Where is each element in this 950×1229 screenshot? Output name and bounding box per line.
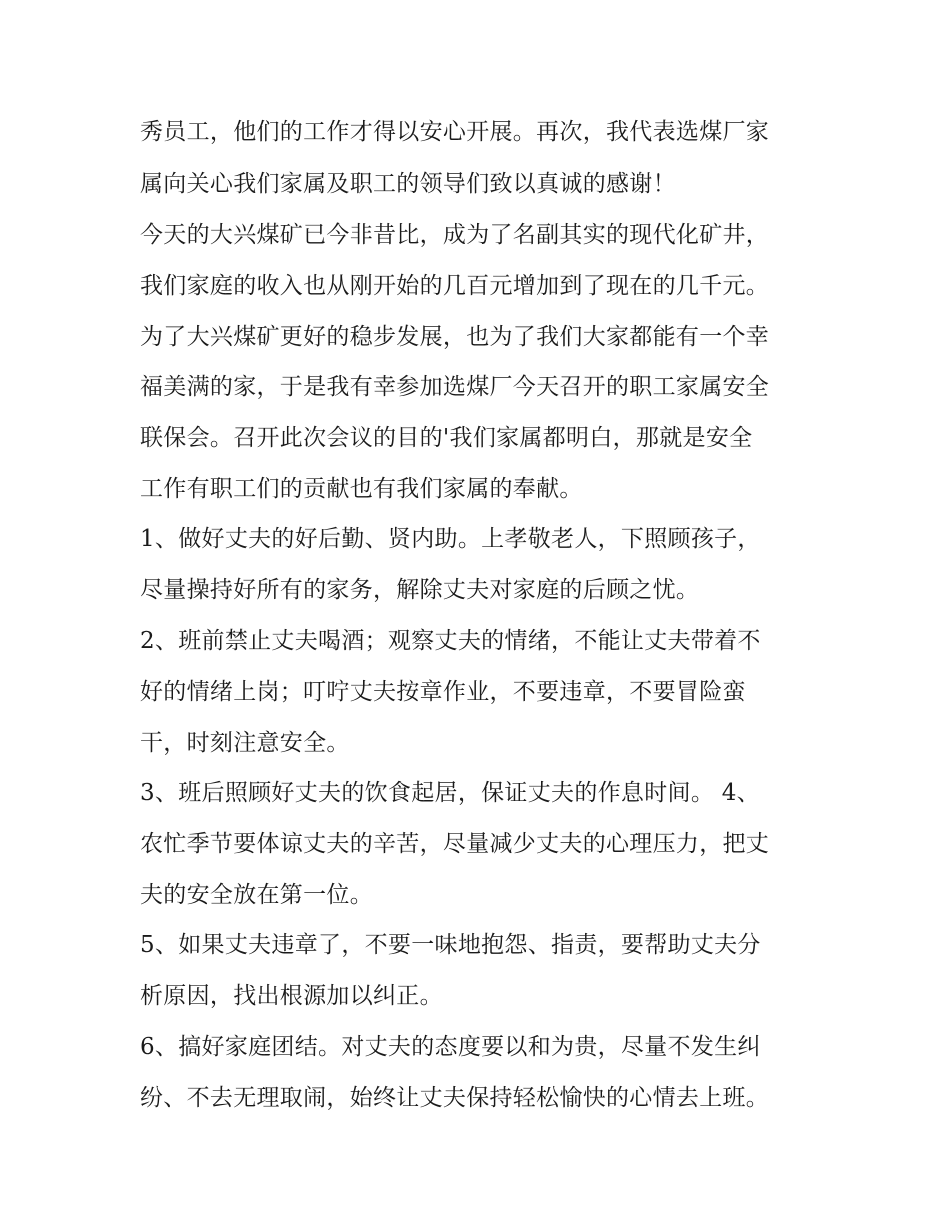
text-line: 我们家庭的收入也从刚开始的几百元增加到了现在的几千元。 — [140, 273, 770, 299]
text-line: 3、班后照顾好丈夫的饮食起居，保证丈夫的作息时间。 4、 — [140, 780, 760, 806]
text-line: 干，时刻注意安全。 — [140, 730, 350, 756]
text-line: 福美满的家，于是我有幸参加选煤厂今天召开的职工家属安全 — [140, 374, 770, 400]
text-line: 尽量操持好所有的家务，解除丈夫对家庭的后顾之忧。 — [140, 577, 700, 603]
text-line: 1、做好丈夫的好后勤、贤内助。上孝敬老人，下照顾孩子， — [140, 526, 761, 552]
text-line: 为了大兴煤矿更好的稳步发展，也为了我们大家都能有一个幸 — [140, 324, 770, 350]
text-line: 析原因，找出根源加以纠正。 — [140, 983, 443, 1009]
text-line: 6、搞好家庭团结。对丈夫的态度要以和为贵，尽量不发生纠 — [140, 1034, 761, 1060]
text-line: 好的情绪上岗；叮咛丈夫按章作业，不要违章，不要冒险蛮 — [140, 679, 746, 705]
text-line: 秀员工，他们的工作才得以安心开展。再次，我代表选煤厂家 — [140, 119, 770, 145]
text-line: 属向关心我们家属及职工的领导们致以真诚的感谢！ — [140, 171, 676, 197]
text-line: 2、班前禁止丈夫喝酒；观察丈夫的情绪，不能让丈夫带着不 — [140, 628, 761, 654]
text-line: 农忙季节要体谅丈夫的辛苦，尽量减少丈夫的心理压力，把丈 — [140, 831, 770, 857]
text-line: 纷、不去无理取闹，始终让丈夫保持轻松愉快的心情去上班。 — [140, 1085, 770, 1111]
text-line: 5、如果丈夫违章了，不要一味地抱怨、指责，要帮助丈夫分 — [140, 932, 761, 958]
text-line: 联保会。召开此次会议的目的'我们家属都明白，那就是安全 — [140, 425, 753, 451]
text-line: 今天的大兴煤矿已今非昔比，成为了名副其实的现代化矿井， — [140, 222, 770, 248]
text-line: 夫的安全放在第一位。 — [140, 882, 373, 908]
text-line: 工作有职工们的贡献也有我们家属的奉献。 — [140, 476, 583, 502]
